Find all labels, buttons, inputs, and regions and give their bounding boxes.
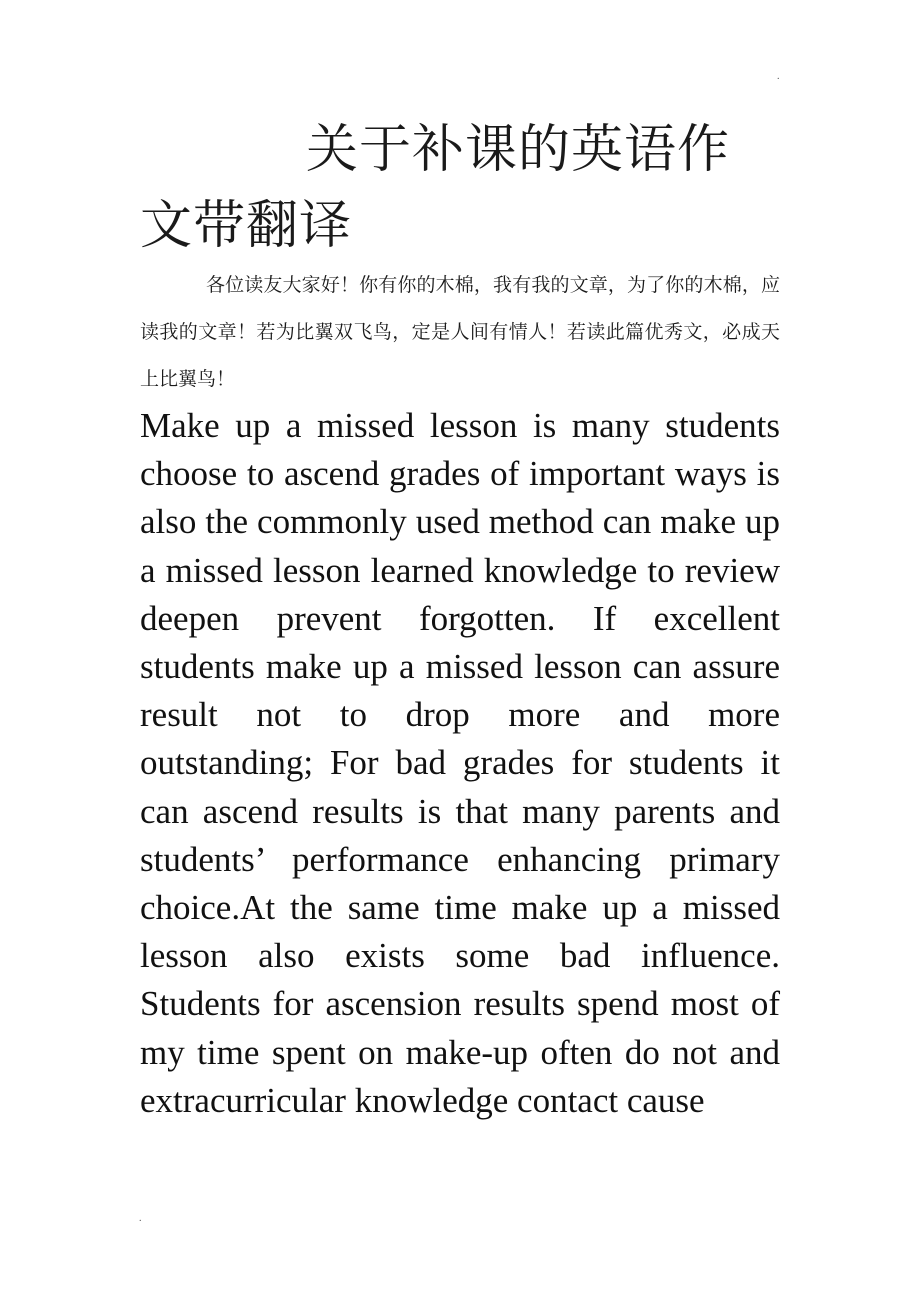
corner-mark-bottom: . xyxy=(139,1213,142,1224)
document-title: 关于补课的英语作文带翻译 xyxy=(140,120,731,256)
corner-mark-top: . xyxy=(777,71,780,82)
intro-paragraph: 各位读友大家好！你有你的木棉，我有我的文章，为了你的木棉，应读我的文章！若为比翼双飞鸟，定是人间有情人！若读此篇优秀文，必成天上比翼鸟！ xyxy=(140,274,780,390)
body-paragraph: Make up a missed lesson is many students choose to ascend grades of important ways is also the commonly used method can make up a missed lesson learned knowledge to review deepen prevent forgotten. If excellent students make up a missed lesson can assure result not to drop more and more outstanding; For bad grades for students it can ascend results is that many parents and students’ performance enhancing primary choice.At the same time make up a missed lesson also exists some bad influence. Students for ascension results spend most of my time spent on make-up often do not and extracurricular knowledge contact cause xyxy=(140,406,780,1120)
